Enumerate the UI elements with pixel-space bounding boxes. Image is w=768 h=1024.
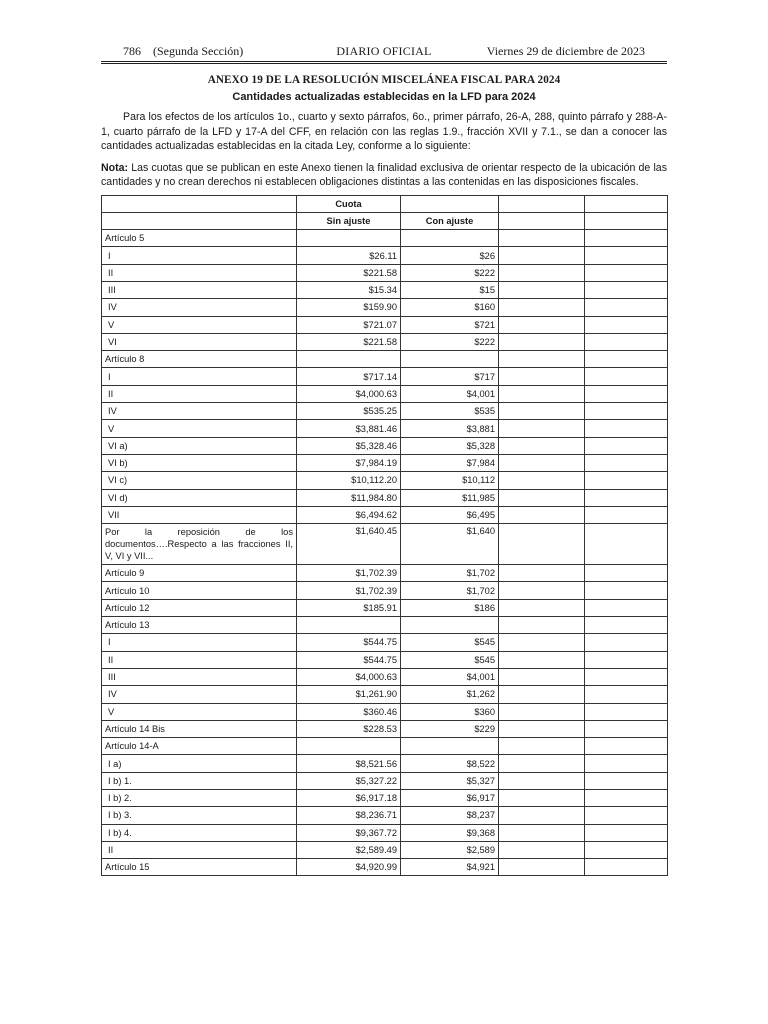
empty-cell xyxy=(585,738,668,755)
table-row xyxy=(102,333,668,350)
cuota-sin-ajuste: $6,494.62 xyxy=(297,506,401,523)
cuota-sin-ajuste: $26.11 xyxy=(297,247,401,264)
empty-cell xyxy=(499,651,585,668)
row-label: I a) xyxy=(102,755,297,772)
header-blank-cell xyxy=(102,195,297,212)
row-label: VI d) xyxy=(102,489,297,506)
header-blank-cell xyxy=(499,195,585,212)
cuota-con-ajuste: $11,985 xyxy=(401,489,499,506)
cuota-con-ajuste: $2,589 xyxy=(401,841,499,858)
empty-cell xyxy=(585,720,668,737)
empty-cell xyxy=(585,668,668,685)
empty-cell xyxy=(585,351,668,368)
table-row xyxy=(102,651,668,668)
empty-cell xyxy=(499,565,585,582)
cuota-con-ajuste: $1,640 xyxy=(401,524,499,565)
empty-cell xyxy=(585,599,668,616)
empty-cell xyxy=(585,772,668,789)
empty-cell xyxy=(499,420,585,437)
cuota-sin-ajuste: $9,367.72 xyxy=(297,824,401,841)
empty-cell xyxy=(585,489,668,506)
cuota-con-ajuste xyxy=(401,230,499,247)
empty-cell xyxy=(499,403,585,420)
cuota-con-ajuste: $222 xyxy=(401,264,499,281)
table-row xyxy=(102,738,668,755)
cuota-con-ajuste: $1,702 xyxy=(401,582,499,599)
empty-cell xyxy=(499,755,585,772)
empty-cell xyxy=(499,686,585,703)
row-label: II xyxy=(102,651,297,668)
table-row xyxy=(102,668,668,685)
table-row xyxy=(102,368,668,385)
table-row xyxy=(102,599,668,616)
table-row xyxy=(102,316,668,333)
row-label: Artículo 5 xyxy=(102,230,297,247)
row-label: VI a) xyxy=(102,437,297,454)
intro-paragraph: Para los efectos de los artículos 1o., cuarto y sexto párrafos, 6o., primer párrafo, 26-A, 288, quinto párrafo y 288-A-1, cuarto párrafo de la LFD y 17-A del CFF, en relación con las reglas 1.9., fracción XVII y 7.1., se dan a conocer las cantidades actualizadas establecidas en la citada Ley, conforme a lo siguiente: xyxy=(101,111,667,152)
empty-cell xyxy=(585,316,668,333)
row-label: Artículo 15 xyxy=(102,859,297,876)
cuota-sin-ajuste xyxy=(297,738,401,755)
row-label: I xyxy=(102,634,297,651)
table-row xyxy=(102,634,668,651)
cuota-con-ajuste: $1,702 xyxy=(401,565,499,582)
row-label: VI b) xyxy=(102,454,297,471)
cuota-sin-ajuste: $1,702.39 xyxy=(297,565,401,582)
row-label: VII xyxy=(102,506,297,523)
cuota-sin-ajuste: $185.91 xyxy=(297,599,401,616)
cuota-sin-ajuste: $360.46 xyxy=(297,703,401,720)
table-row xyxy=(102,437,668,454)
row-label: Artículo 10 xyxy=(102,582,297,599)
empty-cell xyxy=(499,841,585,858)
cuota-con-ajuste: $535 xyxy=(401,403,499,420)
empty-cell xyxy=(499,385,585,402)
empty-cell xyxy=(585,582,668,599)
empty-cell xyxy=(585,420,668,437)
row-label: Artículo 14-A xyxy=(102,738,297,755)
cuota-con-ajuste: $15 xyxy=(401,281,499,298)
cuota-con-ajuste: $10,112 xyxy=(401,472,499,489)
cuota-sin-ajuste: $6,917.18 xyxy=(297,790,401,807)
empty-cell xyxy=(585,368,668,385)
cuota-sin-ajuste: $544.75 xyxy=(297,651,401,668)
table-row xyxy=(102,420,668,437)
cuota-sin-ajuste: $7,984.19 xyxy=(297,454,401,471)
cuota-con-ajuste xyxy=(401,738,499,755)
table-row xyxy=(102,755,668,772)
empty-cell xyxy=(499,599,585,616)
table-row xyxy=(102,351,668,368)
empty-cell xyxy=(499,824,585,841)
header-cuota: Cuota xyxy=(297,195,401,212)
table-header-row xyxy=(102,195,668,212)
empty-cell xyxy=(499,772,585,789)
cuota-sin-ajuste: $228.53 xyxy=(297,720,401,737)
section-label: (Segunda Sección) xyxy=(153,44,244,58)
empty-cell xyxy=(499,506,585,523)
row-label: Artículo 9 xyxy=(102,565,297,582)
cuota-sin-ajuste: $11,984.80 xyxy=(297,489,401,506)
empty-cell xyxy=(499,281,585,298)
row-label: II xyxy=(102,264,297,281)
table-row xyxy=(102,582,668,599)
fee-table xyxy=(101,195,668,877)
table-row xyxy=(102,472,668,489)
empty-cell xyxy=(499,454,585,471)
empty-cell xyxy=(585,524,668,565)
empty-cell xyxy=(585,437,668,454)
cuota-con-ajuste: $160 xyxy=(401,299,499,316)
cuota-sin-ajuste: $717.14 xyxy=(297,368,401,385)
row-label: Por la reposición de los documentos….Respecto a las fracciones II, V, VI y VII... xyxy=(102,524,297,565)
empty-cell xyxy=(585,703,668,720)
table-row xyxy=(102,703,668,720)
table-row xyxy=(102,617,668,634)
table-row xyxy=(102,772,668,789)
cuota-con-ajuste: $6,917 xyxy=(401,790,499,807)
empty-cell xyxy=(499,634,585,651)
note-text: Las cuotas que se publican en este Anexo tienen la finalidad exclusiva de orientar respecto de la ubicación de las cantidades y no crean derechos ni establecen obligaciones distintas a las contenidas en las disposiciones fiscales. xyxy=(101,161,667,188)
cuota-sin-ajuste: $8,521.56 xyxy=(297,755,401,772)
table-row xyxy=(102,524,668,565)
note-paragraph xyxy=(101,161,667,190)
cuota-con-ajuste: $1,262 xyxy=(401,686,499,703)
empty-cell xyxy=(585,385,668,402)
cuota-sin-ajuste: $4,920.99 xyxy=(297,859,401,876)
cuota-sin-ajuste xyxy=(297,617,401,634)
cuota-sin-ajuste: $8,236.71 xyxy=(297,807,401,824)
cuota-sin-ajuste: $221.58 xyxy=(297,333,401,350)
row-label: III xyxy=(102,668,297,685)
row-label: Artículo 13 xyxy=(102,617,297,634)
cuota-sin-ajuste xyxy=(297,351,401,368)
cuota-sin-ajuste: $1,640.45 xyxy=(297,524,401,565)
row-label: I xyxy=(102,247,297,264)
empty-cell xyxy=(499,668,585,685)
empty-cell xyxy=(499,299,585,316)
empty-cell xyxy=(499,617,585,634)
empty-cell xyxy=(585,454,668,471)
table-row xyxy=(102,489,668,506)
table-row xyxy=(102,299,668,316)
header-blank-cell xyxy=(401,195,499,212)
empty-cell xyxy=(585,333,668,350)
cuota-con-ajuste: $7,984 xyxy=(401,454,499,471)
cuota-con-ajuste: $222 xyxy=(401,333,499,350)
header-sin-ajuste: Sin ajuste xyxy=(297,212,401,229)
cuota-sin-ajuste: $4,000.63 xyxy=(297,385,401,402)
table-row xyxy=(102,824,668,841)
note-label: Nota: xyxy=(101,161,129,174)
empty-cell xyxy=(499,720,585,737)
document-subtitle: Cantidades actualizadas establecidas en la LFD para 2024 xyxy=(232,91,536,103)
empty-cell xyxy=(585,686,668,703)
empty-cell xyxy=(499,524,585,565)
cuota-sin-ajuste: $535.25 xyxy=(297,403,401,420)
row-label: Artículo 12 xyxy=(102,599,297,616)
empty-cell xyxy=(585,807,668,824)
cuota-con-ajuste: $26 xyxy=(401,247,499,264)
empty-cell xyxy=(499,703,585,720)
row-label: I b) 4. xyxy=(102,824,297,841)
cuota-con-ajuste xyxy=(401,351,499,368)
cuota-con-ajuste xyxy=(401,617,499,634)
empty-cell xyxy=(499,368,585,385)
table-subheader-row xyxy=(102,212,668,229)
header-con-ajuste: Con ajuste xyxy=(401,212,499,229)
empty-cell xyxy=(499,247,585,264)
row-label: IV xyxy=(102,686,297,703)
cuota-con-ajuste: $9,368 xyxy=(401,824,499,841)
header-divider-secondary xyxy=(101,63,667,64)
empty-cell xyxy=(585,403,668,420)
table-row xyxy=(102,230,668,247)
row-label: V xyxy=(102,316,297,333)
empty-cell xyxy=(585,790,668,807)
table-row xyxy=(102,841,668,858)
row-label: V xyxy=(102,703,297,720)
table-row xyxy=(102,264,668,281)
empty-cell xyxy=(499,437,585,454)
table-row xyxy=(102,403,668,420)
cuota-sin-ajuste: $1,261.90 xyxy=(297,686,401,703)
table-row xyxy=(102,281,668,298)
cuota-sin-ajuste: $4,000.63 xyxy=(297,668,401,685)
table-row xyxy=(102,454,668,471)
publication-date: Viernes 29 de diciembre de 2023 xyxy=(486,44,645,58)
cuota-sin-ajuste: $221.58 xyxy=(297,264,401,281)
header-blank-cell xyxy=(499,212,585,229)
cuota-sin-ajuste: $2,589.49 xyxy=(297,841,401,858)
row-label: IV xyxy=(102,403,297,420)
page-number: 786 xyxy=(123,44,141,58)
page-header xyxy=(101,40,667,58)
cuota-con-ajuste: $717 xyxy=(401,368,499,385)
row-label: IV xyxy=(102,299,297,316)
row-label: VI xyxy=(102,333,297,350)
row-label: V xyxy=(102,420,297,437)
cuota-sin-ajuste: $15.34 xyxy=(297,281,401,298)
cuota-con-ajuste: $4,001 xyxy=(401,668,499,685)
cuota-con-ajuste: $4,001 xyxy=(401,385,499,402)
empty-cell xyxy=(499,582,585,599)
document-page xyxy=(101,40,667,876)
row-label: I b) 3. xyxy=(102,807,297,824)
cuota-sin-ajuste: $159.90 xyxy=(297,299,401,316)
empty-cell xyxy=(499,351,585,368)
empty-cell xyxy=(585,230,668,247)
empty-cell xyxy=(585,755,668,772)
empty-cell xyxy=(499,807,585,824)
cuota-con-ajuste: $6,495 xyxy=(401,506,499,523)
header-blank-cell xyxy=(585,195,668,212)
table-row xyxy=(102,686,668,703)
empty-cell xyxy=(585,281,668,298)
table-row xyxy=(102,720,668,737)
empty-cell xyxy=(499,264,585,281)
empty-cell xyxy=(585,247,668,264)
row-label: Artículo 14 Bis xyxy=(102,720,297,737)
empty-cell xyxy=(499,472,585,489)
cuota-con-ajuste: $5,327 xyxy=(401,772,499,789)
table-row xyxy=(102,506,668,523)
cuota-con-ajuste: $8,237 xyxy=(401,807,499,824)
empty-cell xyxy=(585,841,668,858)
header-blank-cell xyxy=(102,212,297,229)
empty-cell xyxy=(499,859,585,876)
table-row xyxy=(102,790,668,807)
empty-cell xyxy=(499,738,585,755)
empty-cell xyxy=(585,824,668,841)
cuota-sin-ajuste: $10,112.20 xyxy=(297,472,401,489)
cuota-con-ajuste: $545 xyxy=(401,651,499,668)
empty-cell xyxy=(585,651,668,668)
row-label: II xyxy=(102,841,297,858)
cuota-con-ajuste: $721 xyxy=(401,316,499,333)
empty-cell xyxy=(499,489,585,506)
cuota-con-ajuste: $545 xyxy=(401,634,499,651)
cuota-sin-ajuste: $5,328.46 xyxy=(297,437,401,454)
header-blank-cell xyxy=(585,212,668,229)
cuota-con-ajuste: $8,522 xyxy=(401,755,499,772)
empty-cell xyxy=(585,506,668,523)
cuota-sin-ajuste: $3,881.46 xyxy=(297,420,401,437)
empty-cell xyxy=(585,634,668,651)
empty-cell xyxy=(499,230,585,247)
empty-cell xyxy=(585,299,668,316)
row-label: III xyxy=(102,281,297,298)
cuota-con-ajuste: $186 xyxy=(401,599,499,616)
empty-cell xyxy=(585,859,668,876)
empty-cell xyxy=(499,790,585,807)
cuota-sin-ajuste: $5,327.22 xyxy=(297,772,401,789)
row-label: VI c) xyxy=(102,472,297,489)
row-label: II xyxy=(102,385,297,402)
cuota-con-ajuste: $360 xyxy=(401,703,499,720)
cuota-con-ajuste: $4,921 xyxy=(401,859,499,876)
cuota-con-ajuste: $229 xyxy=(401,720,499,737)
row-label: Artículo 8 xyxy=(102,351,297,368)
publication-name: DIARIO OFICIAL xyxy=(336,44,432,58)
table-row xyxy=(102,385,668,402)
table-row xyxy=(102,247,668,264)
table-row xyxy=(102,859,668,876)
empty-cell xyxy=(585,472,668,489)
header-divider xyxy=(101,61,667,62)
empty-cell xyxy=(499,316,585,333)
annex-title: ANEXO 19 DE LA RESOLUCIÓN MISCELÁNEA FISCAL PARA 2024 xyxy=(207,74,561,86)
cuota-sin-ajuste: $721.07 xyxy=(297,316,401,333)
table-row xyxy=(102,807,668,824)
cuota-con-ajuste: $5,328 xyxy=(401,437,499,454)
cuota-con-ajuste: $3,881 xyxy=(401,420,499,437)
cuota-sin-ajuste: $544.75 xyxy=(297,634,401,651)
row-label: I xyxy=(102,368,297,385)
table-row xyxy=(102,565,668,582)
cuota-sin-ajuste: $1,702.39 xyxy=(297,582,401,599)
row-label: I b) 1. xyxy=(102,772,297,789)
empty-cell xyxy=(585,617,668,634)
empty-cell xyxy=(585,565,668,582)
empty-cell xyxy=(585,264,668,281)
cuota-sin-ajuste xyxy=(297,230,401,247)
empty-cell xyxy=(499,333,585,350)
row-label: I b) 2. xyxy=(102,790,297,807)
